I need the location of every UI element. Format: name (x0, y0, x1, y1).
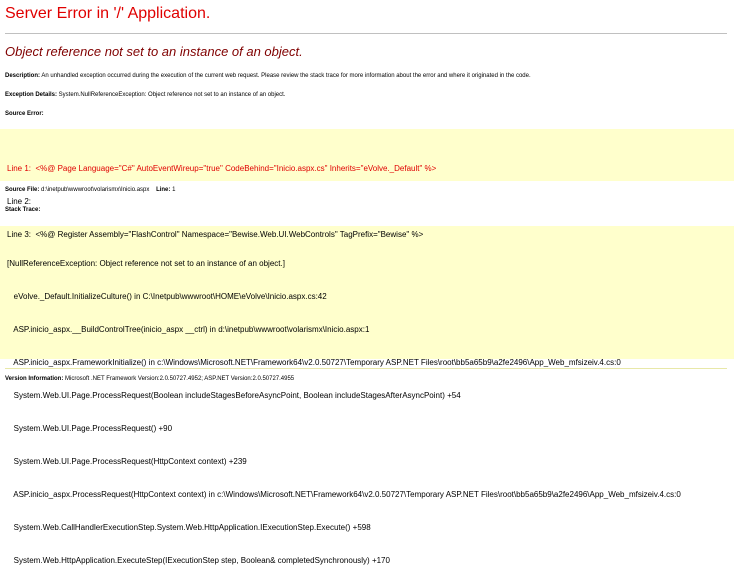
page-title: Server Error in '/' Application. (5, 5, 211, 22)
description (5, 72, 727, 80)
source-file (5, 186, 727, 194)
stack-line: ASP.inicio_aspx.__BuildControlTree(inicio_aspx __ctrl) in d:\inetpub\wwwroot\volarismx\Inicio.aspx:1 (7, 325, 370, 334)
source-file-label: Source File: (5, 187, 40, 193)
stack-line: System.Web.HttpApplication.ExecuteStep(IExecutionStep step, Boolean& completedSynchronously) +170 (7, 556, 390, 565)
source-line-2: Line 2: (7, 197, 32, 206)
stack-trace-heading (5, 206, 727, 214)
stack-line: System.Web.UI.Page.ProcessRequest(Boolean includeStagesBeforeAsyncPoint, Boolean includeStagesAfterAsyncPoint) +54 (7, 391, 461, 400)
description-label: Description: (5, 73, 41, 79)
source-file-line-label: Line: (156, 187, 171, 193)
version-divider (5, 368, 727, 369)
source-file-line-value: 1 (170, 187, 176, 193)
stack-line: ASP.inicio_aspx.FrameworkInitialize() in c:\Windows\Microsoft.NET\Framework64\v2.0.50727\Temporary ASP.NET Files\root\bb5a65b9\a2fe2496\App_Web_mfsizeiv.4.cs:0 (7, 358, 621, 367)
exception-details (5, 91, 727, 99)
stack-trace-label: Stack Trace: (5, 207, 41, 213)
source-line-3: Line 3: <%@ Register Assembly="FlashControl" Namespace="Bewise.Web.UI.WebControls" TagPrefix="Bewise" %> (7, 230, 424, 239)
stack-line: System.Web.CallHandlerExecutionStep.System.Web.HttpApplication.IExecutionStep.Execute() +598 (7, 523, 371, 532)
exception-details-text: System.NullReferenceException: Object reference not set to an instance of an object. (57, 92, 286, 98)
exception-details-label: Exception Details: (5, 92, 58, 98)
stack-line: System.Web.UI.Page.ProcessRequest() +90 (7, 424, 173, 433)
stack-line: [NullReferenceException: Object reference not set to an instance of an object.] (7, 259, 285, 268)
stack-line: eVolve._Default.InitializeCulture() in C:\Inetpub\wwwroot\HOME\eVolve\Inicio.aspx.cs:42 (7, 292, 327, 301)
title-divider (5, 33, 727, 34)
source-file-path: d:\inetpub\wwwroot\volarismx\Inicio.aspx (39, 187, 150, 193)
version-information (5, 375, 727, 383)
stack-line: System.Web.UI.Page.ProcessRequest(HttpContext context) +239 (7, 457, 247, 466)
source-line-1: Line 1: <%@ Page Language="C#" AutoEventWireup="true" CodeBehind="Inicio.aspx.cs" Inherits="eVolve._Default" %> (7, 164, 437, 173)
stack-line: ASP.inicio_aspx.ProcessRequest(HttpContext context) in c:\Windows\Microsoft.NET\Framework64\v2.0.50727\Temporary ASP.NET Files\root\bb5a65b9\a2fe2496\App_Web_mfsizeiv.4.cs:0 (7, 490, 681, 499)
version-label: Version Information: (5, 376, 64, 382)
description-text: An unhandled exception occurred during the execution of the current web request. Please review the stack trace for more information about the error and where it originated in the code. (40, 73, 531, 79)
source-error-label: Source Error: (5, 111, 44, 117)
version-text: Microsoft .NET Framework Version:2.0.50727.4952; ASP.NET Version:2.0.50727.4955 (63, 376, 295, 382)
source-error-heading (5, 110, 727, 118)
error-message: Object reference not set to an instance of an object. (5, 44, 303, 59)
